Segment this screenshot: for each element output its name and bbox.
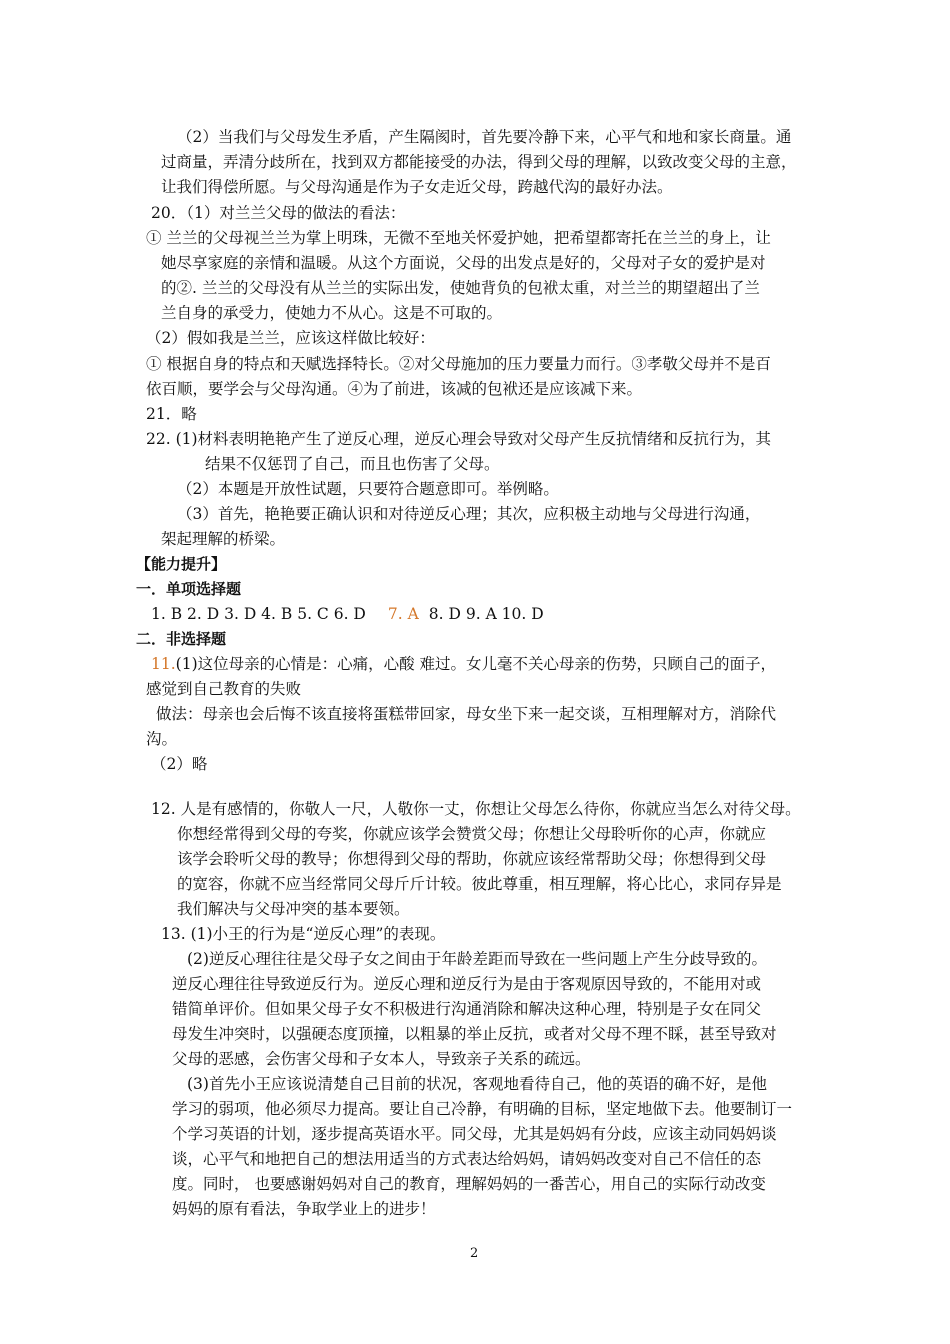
text-line: 度。同时， 也要感谢妈妈对自己的教育，理解妈妈的一番苦心，用自己的实际行动改变 <box>172 1175 766 1193</box>
text-line: 我们解决与父母冲突的基本要领。 <box>177 900 410 918</box>
text-line: 个学习英语的计划，逐步提高英语水平。同父母，尤其是妈妈有分歧，应该主动同妈妈谈 <box>172 1125 777 1143</box>
text-line: 20．（1）对兰兰父母的做法的看法： <box>151 204 406 222</box>
text-line: 做法：母亲也会后悔不该直接将蛋糕带回家，母女坐下来一起交谈，互相理解对方，消除代 <box>156 705 777 723</box>
text-line: 该学会聆听父母的教导；你想得到父母的帮助，你就应该经常帮助父母；你想得到父母 <box>177 850 767 868</box>
text-line: 21．略 <box>146 405 197 423</box>
text-line: 的宽容，你就不应当经常同父母斤斤计较。彼此尊重，相互理解，将心比心，求同存异是 <box>177 875 782 893</box>
answers-8-10: 8. D 9. A 10. D <box>428 605 544 623</box>
answers-1-6: 1. B 2. D 3. D 4. B 5. C 6. D <box>151 605 366 623</box>
text-line: 12. 人是有感情的，你敬人一尺，人敬你一丈，你想让父母怎么待你，你就应当怎么对待父母。 <box>151 800 801 818</box>
text-line: （2）假如我是兰兰，应该这样做比较好： <box>146 329 435 347</box>
text-line: 沟。 <box>146 730 178 748</box>
question-number-highlight: 11. <box>151 655 176 673</box>
text-line: 她尽享家庭的亲情和温暖。从这个方面说，父母的出发点是好的，父母对子女的爱护是对 <box>161 254 766 272</box>
page-number: 2 <box>470 1246 479 1261</box>
section-heading: 一．单项选择题 <box>136 580 242 598</box>
section-heading: 二．非选择题 <box>136 630 227 648</box>
text-line: 感觉到自己教育的失败 <box>146 680 302 698</box>
text-line: 你想经常得到父母的夸奖，你就应该学会赞赏父母；你想让父母聆听你的心声，你就应 <box>177 825 767 843</box>
text-line: ① 兰兰的父母视兰兰为掌上明珠，无微不至地关怀爱护她，把希望都寄托在兰兰的身上，让 <box>146 229 771 247</box>
answer-7-highlight: 7. A <box>387 605 419 623</box>
text-line: 依百顺，要学会与父母沟通。④为了前进，该减的包袱还是应该减下来。 <box>146 380 643 398</box>
text-line: 13. (1)小王的行为是“逆反心理”的表现。 <box>161 925 446 943</box>
text-line: 父母的恶感，会伤害父母和子女本人，导致亲子关系的疏远。 <box>172 1050 591 1068</box>
text-line: 兰自身的承受力，使她力不从心。这是不可取的。 <box>161 304 503 322</box>
text-line: （2）本题是开放性试题，只要符合题意即可。举例略。 <box>177 480 559 498</box>
text-line: （2）略 <box>151 755 208 773</box>
section-heading: 【能力提升】 <box>136 555 227 573</box>
text-line: 错简单评价。但如果父母子女不积极进行沟通消除和解决这种心理，特别是子女在同父 <box>172 1000 762 1018</box>
text-line: 过商量，弄清分歧所在，找到双方都能接受的办法，得到父母的理解，以致改变父母的主意， <box>161 153 797 171</box>
text-line: （3）首先，艳艳要正确认识和对待逆反心理；其次，应积极主动地与父母进行沟通， <box>177 505 761 523</box>
text-line: 22. (1)材料表明艳艳产生了逆反心理，逆反心理会导致对父母产生反抗情绪和反抗行为，其 <box>146 430 772 448</box>
text-line: 架起理解的桥梁。 <box>161 530 286 548</box>
text-line: （2）当我们与父母发生矛盾，产生隔阂时，首先要冷静下来，心平气和地和家长商量。通 <box>177 128 792 146</box>
text-line: 母发生冲突时，以强硬态度顶撞，以粗暴的举止反抗，或者对父母不理不睬，甚至导致对 <box>172 1025 777 1043</box>
text-line: 11.(1)这位母亲的心情是：心痛，心酸 难过。女儿毫不关心母亲的伤势，只顾自己的面子， <box>151 655 777 673</box>
answer-key <box>151 604 544 624</box>
text-line: 的②. 兰兰的父母没有从兰兰的实际出发，使她背负的包袱太重，对兰兰的期望超出了兰 <box>161 279 760 297</box>
text-line: 学习的弱项，他必须尽力提高。要让自己冷静，有明确的目标，坚定地做下去。他要制订一 <box>172 1100 793 1118</box>
text-line: 妈妈的原有看法，争取学业上的进步！ <box>172 1200 436 1218</box>
text-line: (2)逆反心理往往是父母子女之间由于年龄差距而导致在一些问题上产生分歧导致的。 <box>187 950 767 968</box>
text-line: (3)首先小王应该说清楚自己目前的状况，客观地看待自己，他的英语的确不好，是他 <box>187 1075 767 1093</box>
text-line: 谈，心平气和地把自己的想法用适当的方式表达给妈妈，请妈妈改变对自己不信任的态 <box>172 1150 762 1168</box>
text-line: 逆反心理往往导致逆反行为。逆反心理和逆反行为是由于客观原因导致的，不能用对或 <box>172 975 762 993</box>
text-line: 让我们得偿所愿。与父母沟通是作为子女走近父母，跨越代沟的最好办法。 <box>161 178 673 196</box>
text-line: 结果不仅惩罚了自己，而且也伤害了父母。 <box>205 455 500 473</box>
text-line: ① 根据自身的特点和天赋选择特长。②对父母施加的压力要量力而行。③孝敬父母并不是百 <box>146 355 771 373</box>
